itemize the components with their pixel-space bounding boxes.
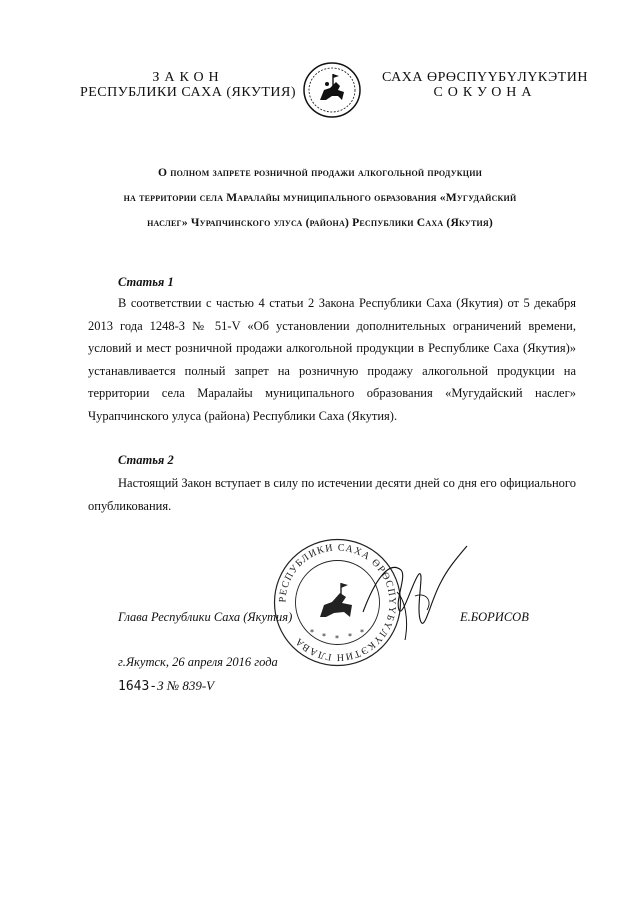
header-law-word: ЗАКОН: [152, 70, 224, 85]
svg-text:*: *: [348, 632, 352, 641]
registration-handwritten: 1643-: [118, 679, 158, 694]
header-law-word-sah: СОКУОНА: [433, 85, 537, 100]
svg-text:*: *: [360, 628, 364, 637]
title-line-3: наслег» Чурапчинского улуса (района) Республики Саха (Якутия): [147, 216, 493, 229]
law-title: [85, 160, 555, 235]
place-and-date: г.Якутск, 26 апреля 2016 года: [118, 655, 278, 669]
title-line-1: О полном запрете розничной продажи алкогольной продукции: [157, 166, 483, 179]
article-1-text: В соответствии с частью 4 статьи 2 Закона Республики Саха (Якутия) от 5 декабря 2013 года 1248-З № 51-V «Об установлении дополнительных ограничений времени, условий и мест розничной продажи алкогольной продукции в Республике Саха (Якутия)» устанавливается полный запрет на розничную продажу алкогольной продукции на территории села Маралайы муниципального образования «Мугудайский наслег» Чурапчинского улуса (района) Республики Саха (Якутия).: [88, 296, 576, 423]
article-2-heading: Статья 2: [118, 453, 174, 467]
header-republic-sah: САХА ӨРӨСПҮҮБҮЛҮКЭТИН: [382, 70, 588, 85]
article-1-heading: Статья 1: [118, 275, 174, 289]
registration-printed: З № 839-V: [157, 678, 215, 693]
signatory-position: Глава Республики Саха (Якутия): [118, 610, 293, 624]
law-header-sah: [370, 70, 600, 100]
registration-number: [118, 678, 214, 694]
seal-text: РЕСПУБЛИКИ САХА ӨРӨСПҮҮБҮЛҮКЭТИН ГЛАВА: [277, 542, 398, 663]
sakha-coat-of-arms-icon: [300, 60, 364, 120]
svg-text:*: *: [310, 628, 314, 637]
svg-text:*: *: [322, 632, 326, 641]
article-2-text: Настоящий Закон вступает в силу по истечении десяти дней со дня его официального опубликования.: [88, 476, 576, 513]
law-header-ru: [78, 70, 298, 100]
handwritten-signature: [355, 540, 475, 650]
header-republic-ru: РЕСПУБЛИКИ САХА (ЯКУТИЯ): [79, 85, 297, 100]
signatory-name: Е.БОРИСОВ: [460, 610, 529, 624]
svg-text:*: *: [335, 634, 339, 643]
title-line-2: на территории села Маралайы муниципального образования «Мугудайский: [123, 191, 517, 204]
